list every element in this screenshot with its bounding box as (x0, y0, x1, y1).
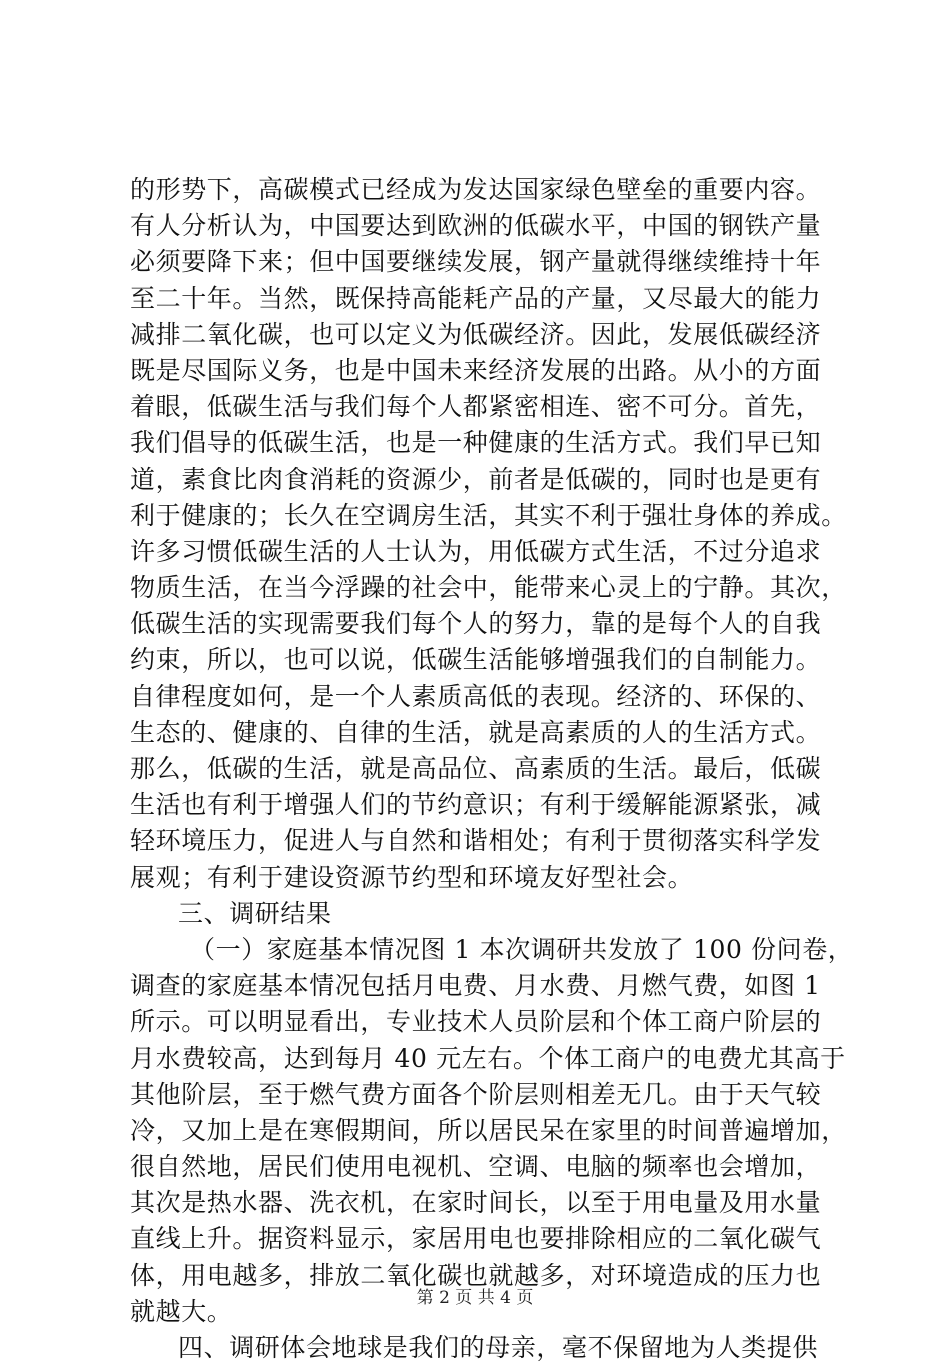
text-line: 生态的、健康的、自律的生活，就是高素质的人的生活方式。 (130, 717, 822, 747)
text-line: 三、调研结果 (178, 898, 332, 928)
text-line: 至二十年。当然，既保持高能耗产品的产量，又尽最大的能力 (130, 283, 822, 313)
text-line: 展观；有利于建设资源节约型和环境友好型社会。 (130, 862, 694, 892)
text-line: 的形势下，高碳模式已经成为发达国家绿色壁垒的重要内容。 (130, 175, 822, 204)
text-line: 许多习惯低碳生活的人士认为，用低碳方式生活，不过分追求 (130, 536, 822, 566)
text-line: 低碳生活的实现需要我们每个人的努力，靠的是每个人的自我 (130, 609, 822, 639)
text-line: 四、调研体会地球是我们的母亲，毫不保留地为人类提供 (178, 1333, 819, 1362)
text-line: 那么，低碳的生活，就是高品位、高素质的生活。最后，低碳 (130, 754, 822, 783)
text-line: 着眼，低碳生活与我们每个人都紧密相连、密不可分。首先， (130, 392, 822, 422)
text-line: 调查的家庭基本情况包括月电费、月水费、月燃气费，如图 1 (130, 971, 821, 1001)
text-line: 自律程度如何，是一个人素质高低的表现。经济的、环保的、 (130, 681, 822, 711)
text-line: 利于健康的；长久在空调房生活，其实不利于强壮身体的养成。 (130, 500, 847, 530)
document-body (130, 172, 854, 1366)
text-line: 有人分析认为，中国要达到欧洲的低碳水平，中国的钢铁产量 (130, 211, 822, 241)
text-line: 减排二氧化碳，也可以定义为低碳经济。因此，发展低碳经济 (130, 319, 822, 349)
text-line: 冷，又加上是在寒假期间，所以居民呆在家里的时间普遍增加， (130, 1115, 847, 1145)
text-line: 我们倡导的低碳生活，也是一种健康的生活方式。我们早已知 (130, 428, 822, 458)
text-line: 生活也有利于增强人们的节约意识；有利于缓解能源紧张，减 (130, 790, 822, 820)
text-line: 轻环境压力，促进人与自然和谐相处；有利于贯彻落实科学发 (130, 826, 822, 856)
text-line: 必须要降下来；但中国要继续发展，钢产量就得继续维持十年 (130, 247, 822, 277)
text-line: 约束，所以，也可以说，低碳生活能够增强我们的自制能力。 (130, 645, 822, 675)
text-line: 体，用电越多，排放二氧化碳也就越多，对环境造成的压力也 (130, 1260, 822, 1290)
text-line: 直线上升。据资料显示，家居用电也要排除相应的二氧化碳气 (130, 1224, 822, 1254)
text-line: 道，素食比肉食消耗的资源少，前者是低碳的，同时也是更有 (130, 464, 822, 494)
text-line: 既是尽国际义务，也是中国未来经济发展的出路。从小的方面 (130, 355, 822, 385)
text-line: 所示。可以明显看出，专业技术人员阶层和个体工商户阶层的 (130, 1007, 822, 1037)
text-line: 月水费较高，达到每月 40 元左右。个体工商户的电费尤其高于 (130, 1043, 846, 1073)
text-line: 就越大。 (130, 1296, 233, 1326)
text-line: 其次是热水器、洗衣机，在家时间长，以至于用电量及用水量 (130, 1188, 822, 1218)
text-line: 很自然地，居民们使用电视机、空调、电脑的频率也会增加， (130, 1152, 822, 1182)
text-line: 物质生活，在当今浮躁的社会中，能带来心灵上的宁静。其次， (130, 573, 847, 603)
text-line: （一）家庭基本情况图 1 本次调研共发放了 100 份问卷， (190, 934, 854, 964)
page-footer: 第 2 页 共 4 页 (416, 1288, 534, 1308)
text-line: 其他阶层，至于燃气费方面各个阶层则相差无几。由于天气较 (130, 1079, 822, 1109)
